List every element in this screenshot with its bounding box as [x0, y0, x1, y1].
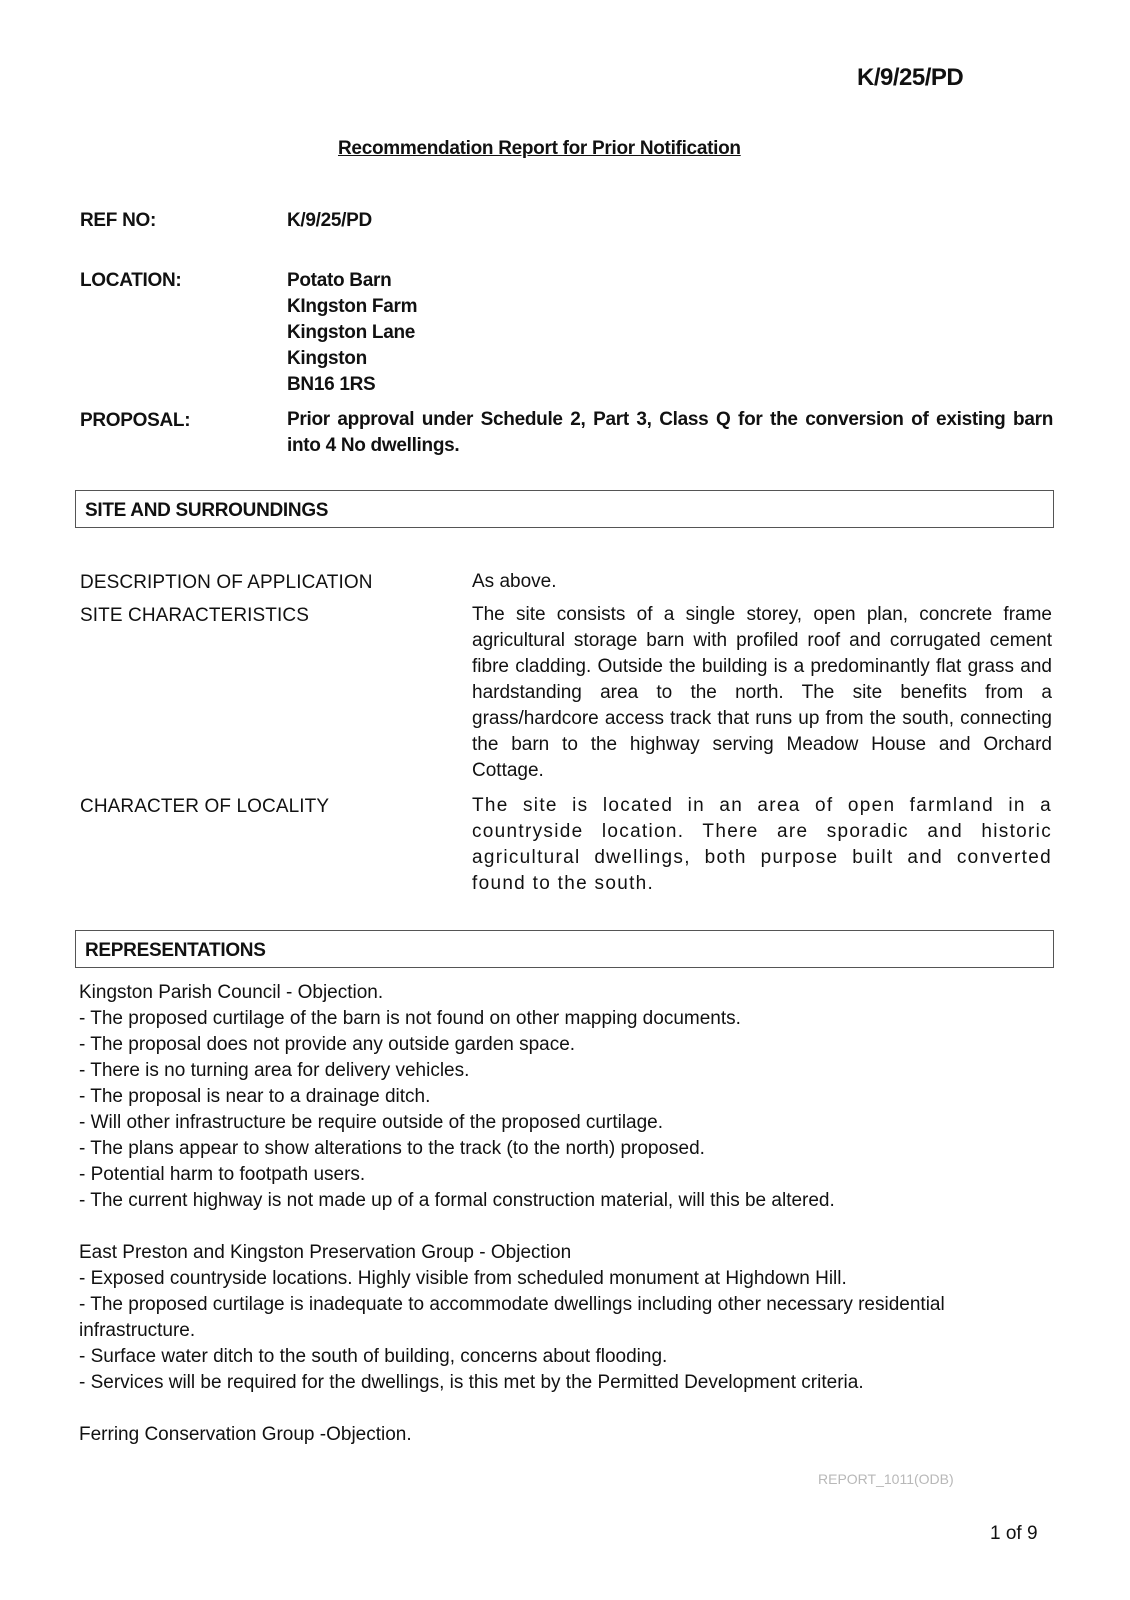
representation-line: - The proposed curtilage is inadequate to accommodate dwellings including other necessary residential infrastructure.	[79, 1294, 945, 1341]
representations-list	[79, 980, 1054, 1448]
representation-line: Ferring Conservation Group -Objection.	[79, 1424, 412, 1445]
representation-line: - Potential harm to footpath users.	[79, 1164, 366, 1185]
representation-line: - Exposed countryside locations. Highly visible from scheduled monument at Highdown Hill.	[79, 1268, 847, 1289]
representation-line: - There is no turning area for delivery vehicles.	[79, 1060, 470, 1081]
representation-line: - Services will be required for the dwellings, is this met by the Permitted Development criteria.	[79, 1372, 864, 1393]
representation-line	[79, 1214, 1054, 1240]
representation-line: - The current highway is not made up of a formal construction material, will this be altered.	[79, 1190, 835, 1211]
site-characteristics-value: The site consists of a single storey, open plan, concrete frame agricultural storage barn with profiled roof and corrugated cement fibre cladding. Outside the building is a predominantly flat grass and hardstanding area to the north. The site benefits from a grass/hardcore access track that runs up from the south, connecting the barn to the highway serving Meadow House and Orchard Cottage.	[472, 604, 1052, 781]
section-heading: SITE AND SURROUNDINGS	[85, 500, 329, 521]
location-label: LOCATION:	[80, 270, 182, 291]
ref-label: REF NO:	[80, 210, 157, 231]
site-characteristics-label: SITE CHARACTERISTICS	[80, 605, 309, 626]
report-code: REPORT_1011(ODB)	[818, 1471, 954, 1487]
page-number: 1 of 9	[990, 1523, 1038, 1544]
document-title: Recommendation Report for Prior Notification	[338, 138, 741, 159]
proposal-label: PROPOSAL:	[80, 410, 191, 431]
address-line: Kingston Lane	[287, 322, 416, 343]
character-of-locality-value: The site is located in an area of open farmland in a countryside location. There are sporadic and historic agricultural dwellings, both purpose built and converted found to the south.	[472, 795, 1052, 894]
proposal-value: Prior approval under Schedule 2, Part 3, Class Q for the conversion of existing barn into 4 No dwellings.	[287, 409, 1053, 456]
address-line: Potato Barn	[287, 270, 392, 291]
ref-value: K/9/25/PD	[287, 210, 372, 231]
section-representations	[75, 930, 1054, 968]
section-heading: REPRESENTATIONS	[85, 940, 266, 961]
representation-line: - The proposal is near to a drainage ditch.	[79, 1086, 431, 1107]
representation-line: Kingston Parish Council - Objection.	[79, 982, 384, 1003]
representation-line: - The plans appear to show alterations to the track (to the north) proposed.	[79, 1138, 705, 1159]
character-of-locality-label: CHARACTER OF LOCALITY	[80, 796, 330, 817]
representation-line: - Surface water ditch to the south of building, concerns about flooding.	[79, 1346, 668, 1367]
location-address	[287, 268, 417, 398]
representation-line	[79, 1396, 1054, 1422]
description-value: As above.	[472, 571, 557, 592]
representation-line: - The proposed curtilage of the barn is not found on other mapping documents.	[79, 1008, 741, 1029]
header-reference: K/9/25/PD	[857, 64, 964, 91]
address-line: Kingston	[287, 348, 367, 369]
address-line: KIngston Farm	[287, 296, 418, 317]
address-line: BN16 1RS	[287, 374, 376, 395]
representation-line: - The proposal does not provide any outside garden space.	[79, 1034, 576, 1055]
representation-line: - Will other infrastructure be require outside of the proposed curtilage.	[79, 1112, 664, 1133]
description-label: DESCRIPTION OF APPLICATION	[80, 572, 373, 593]
representation-line: East Preston and Kingston Preservation Group - Objection	[79, 1242, 572, 1263]
section-site-and-surroundings	[75, 490, 1054, 528]
